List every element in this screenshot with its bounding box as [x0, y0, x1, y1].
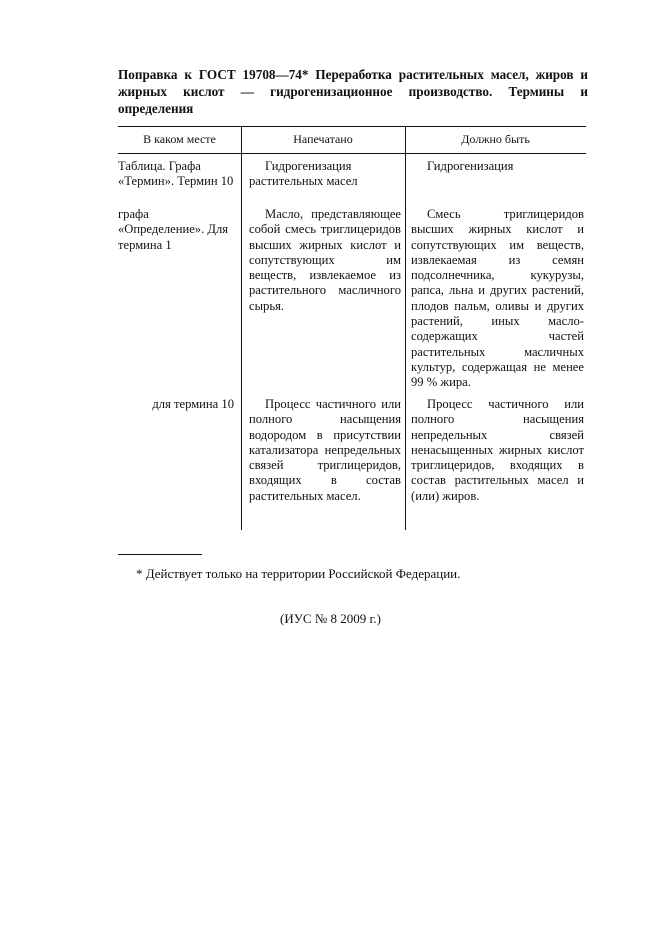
document-title: Поправка к ГОСТ 19708—74* Переработка растительных масел, жиров и жирных кислот — гидрогенизационное производство. Термины и определения	[118, 67, 588, 116]
issue-reference: (ИУС № 8 2009 г.)	[280, 611, 381, 626]
row3-place-text: для термина 10	[152, 397, 234, 411]
header-printed: Напечатано	[293, 132, 353, 146]
row2-printed: Масло, представляющее собой смесь триглицеридов высших жирных кислот и сопутствующих им веществ, извлекаемое из растительного масличного сырья.	[249, 207, 401, 313]
column-divider-2	[405, 126, 406, 530]
header-should-be: Должно быть	[461, 132, 530, 146]
table-top-rule	[118, 126, 586, 127]
row1-place-text: Таблица. Графа «Термин». Термин 10	[118, 159, 234, 189]
row2-place-text: графа «Определение». Для термина 1	[118, 207, 229, 252]
header-place: В каком месте	[143, 132, 216, 146]
row1-printed: Гидрогенизация растительных масел	[249, 159, 358, 189]
row3-should-be: Процесс частичного или полного насыщения непредельных связей ненасыщенных жирных кислот триглицеридов, входящих в состав растительных масел и (или) жиров.	[411, 397, 584, 503]
table-header-rule	[118, 153, 586, 154]
row3-printed: Процесс частичного или полного насыщения водородом в присутствии катализатора непредельных связей триглицеридов, входящих в состав растительных масел.	[249, 397, 401, 503]
corrections-table	[118, 126, 586, 530]
row2-place	[118, 207, 234, 253]
footnote: * Действует только на территории Российской Федерации.	[136, 566, 461, 581]
column-divider-1	[241, 126, 242, 530]
row3-place	[118, 397, 234, 412]
row2-should-be: Смесь триглицеридов высших жирных кислот и сопутствующих им веществ, извлекаемая из семян подсолнечника, кукурузы, рапса, льна и других растений, плодов пальм, оливы и других растений, иных масло-содержащих частей растительных масличных культур, содержащая не менее 99 % жира.	[411, 207, 584, 390]
footnote-rule	[118, 554, 202, 555]
row1-should-be: Гидрогенизация	[427, 159, 514, 173]
row1-place	[118, 159, 234, 190]
